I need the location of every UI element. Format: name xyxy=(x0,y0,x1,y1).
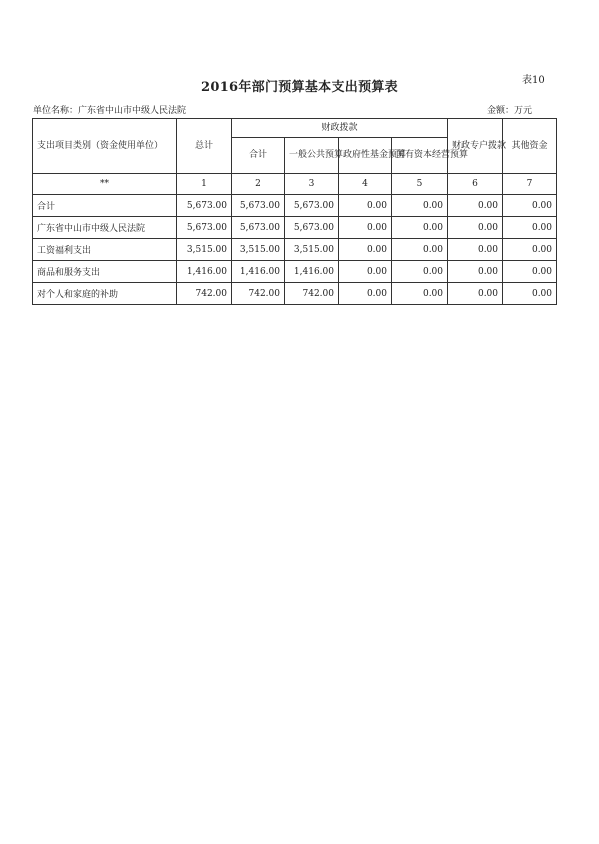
cell-special-fiscal: 0.00 xyxy=(448,261,503,283)
row-label: 合计 xyxy=(33,195,177,217)
cell-general-budget: 5,673.00 xyxy=(285,195,339,217)
cell-state-capital: 0.00 xyxy=(392,283,448,305)
cell-special-fiscal: 0.00 xyxy=(448,239,503,261)
cell-subtotal: 5,673.00 xyxy=(232,195,285,217)
header-fiscal-group: 财政拨款 xyxy=(232,119,448,138)
cell-subtotal: 1,416.00 xyxy=(232,261,285,283)
index-cell: ** xyxy=(33,174,177,195)
cell-other-funds: 0.00 xyxy=(503,283,557,305)
cell-state-capital: 0.00 xyxy=(392,195,448,217)
cell-gov-fund: 0.00 xyxy=(339,239,392,261)
cell-other-funds: 0.00 xyxy=(503,261,557,283)
header-total: 总计 xyxy=(177,119,232,174)
table-row xyxy=(33,239,557,261)
cell-total: 5,673.00 xyxy=(177,195,232,217)
cell-general-budget: 5,673.00 xyxy=(285,217,339,239)
cell-total: 3,515.00 xyxy=(177,239,232,261)
unit-name: 单位名称：广东省中山市中级人民法院 xyxy=(33,106,187,116)
cell-gov-fund: 0.00 xyxy=(339,195,392,217)
table-row xyxy=(33,217,557,239)
cell-subtotal: 5,673.00 xyxy=(232,217,285,239)
budget-table xyxy=(32,118,557,305)
index-cell: 6 xyxy=(448,174,503,195)
index-cell: 5 xyxy=(392,174,448,195)
cell-gov-fund: 0.00 xyxy=(339,261,392,283)
index-cell: 1 xyxy=(177,174,232,195)
cell-total: 5,673.00 xyxy=(177,217,232,239)
header-special-fiscal: 财政专户拨款 xyxy=(448,119,503,174)
header-subtotal: 合计 xyxy=(232,138,285,174)
header-other-funds: 其他资金 xyxy=(503,119,557,174)
cell-gov-fund: 0.00 xyxy=(339,217,392,239)
index-row xyxy=(33,174,557,195)
cell-subtotal: 3,515.00 xyxy=(232,239,285,261)
cell-other-funds: 0.00 xyxy=(503,195,557,217)
index-cell: 7 xyxy=(503,174,557,195)
cell-state-capital: 0.00 xyxy=(392,261,448,283)
row-label: 商品和服务支出 xyxy=(33,261,177,283)
row-label: 广东省中山市中级人民法院 xyxy=(33,217,177,239)
document-title: 2016年部门预算基本支出预算表 xyxy=(201,80,398,95)
table-row xyxy=(33,261,557,283)
header-gov-fund: 政府性基金预算 xyxy=(339,138,392,174)
header-general-budget: 一般公共预算 xyxy=(285,138,339,174)
cell-special-fiscal: 0.00 xyxy=(448,283,503,305)
cell-total: 742.00 xyxy=(177,283,232,305)
amount-unit: 金额：万元 xyxy=(487,106,533,116)
header-state-capital: 国有资本经营预算 xyxy=(392,138,448,174)
cell-special-fiscal: 0.00 xyxy=(448,195,503,217)
index-cell: 2 xyxy=(232,174,285,195)
row-label: 对个人和家庭的补助 xyxy=(33,283,177,305)
table-row xyxy=(33,195,557,217)
cell-state-capital: 0.00 xyxy=(392,217,448,239)
cell-gov-fund: 0.00 xyxy=(339,283,392,305)
cell-subtotal: 742.00 xyxy=(232,283,285,305)
index-cell: 3 xyxy=(285,174,339,195)
cell-other-funds: 0.00 xyxy=(503,239,557,261)
cell-state-capital: 0.00 xyxy=(392,239,448,261)
cell-total: 1,416.00 xyxy=(177,261,232,283)
table-number: 表10 xyxy=(522,75,545,86)
index-cell: 4 xyxy=(339,174,392,195)
cell-general-budget: 3,515.00 xyxy=(285,239,339,261)
cell-other-funds: 0.00 xyxy=(503,217,557,239)
row-label: 工资福利支出 xyxy=(33,239,177,261)
table-row xyxy=(33,283,557,305)
cell-general-budget: 1,416.00 xyxy=(285,261,339,283)
cell-general-budget: 742.00 xyxy=(285,283,339,305)
header-category: 支出项目类别（资金使用单位） xyxy=(33,119,177,174)
cell-special-fiscal: 0.00 xyxy=(448,217,503,239)
